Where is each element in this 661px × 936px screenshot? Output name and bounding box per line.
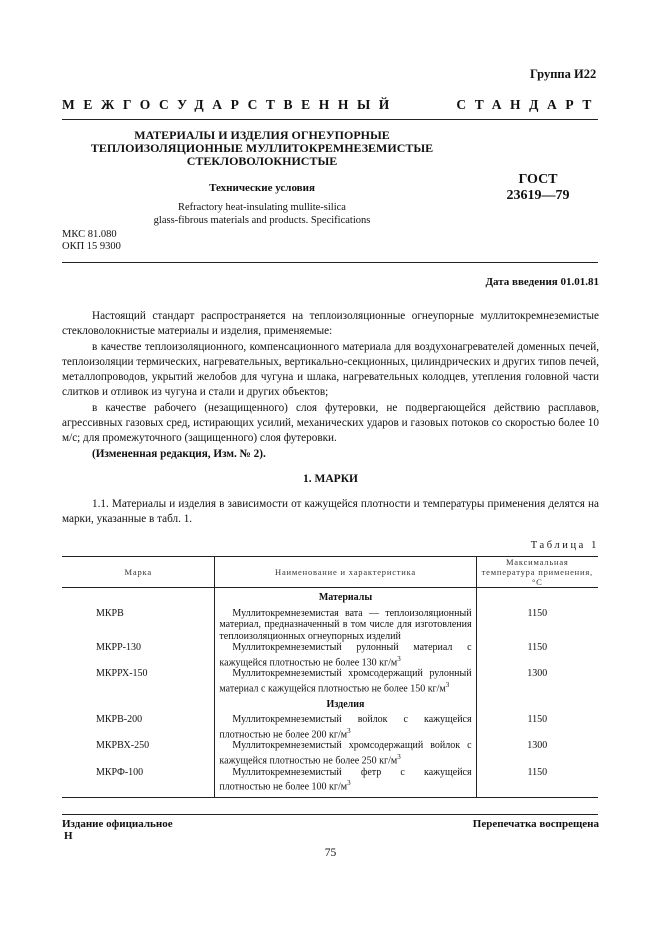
cell-name: Муллитокремнеземистый фетр с кажущейся плотностью не более 100 $кг/м^3$ xyxy=(215,767,476,798)
table-row xyxy=(62,668,598,694)
table-row xyxy=(62,608,598,643)
col-header-mark: Марка xyxy=(62,557,215,588)
header-rule xyxy=(62,119,598,120)
section-text xyxy=(62,497,599,528)
english-title xyxy=(62,202,462,227)
grades-table xyxy=(62,556,598,798)
title-line-1: МАТЕРИАЛЫ И ИЗДЕЛИЯ ОГНЕУПОРНЫЕ xyxy=(134,128,390,142)
page-number: 75 xyxy=(324,847,337,859)
clause-1-1: 1.1. Материалы и изделия в зависимости от кажущейся плотности и температуры применения делятся на марки, указанные в табл. 1. xyxy=(62,498,599,526)
cell-name: Муллитокремнеземистая вата — теплоизоляционный материал, предназначенный в том числе для изготовления теплоизоляционных огнеупорных изделий xyxy=(215,608,476,643)
standard-heading xyxy=(62,97,600,113)
group-label-products: Изделия xyxy=(215,695,476,715)
official-edition-label: Издание официальное xyxy=(62,818,173,830)
intro-text xyxy=(62,309,599,462)
edition-letter: Н xyxy=(64,830,73,842)
classification-codes xyxy=(62,229,121,252)
intro-paragraph-3: в качестве рабочего (незащищенного) слоя футеровки, не подвергающейся действию расплавов, агрессивных газовых сред, истирающих усилий, механических ударов и газовых потоков со скоростью более 10 м/с; для промежуточного (защищенного) слоя футеровки. xyxy=(62,401,599,445)
cell-name: Муллитокремнеземистый войлок с кажущейся плотностью не более 200 $кг/м^3$ xyxy=(215,714,476,740)
col-header-temp: Максимальная температура применения, °С xyxy=(476,557,598,588)
table-row xyxy=(62,642,598,668)
gost-designation xyxy=(488,172,588,204)
official-edition xyxy=(62,818,173,842)
group-row-products xyxy=(62,695,598,715)
cell-mark: МКРВ-200 xyxy=(96,714,143,726)
cell-name: Муллитокремнеземистый рулонный материал с кажущейся плотностью не более 130 $кг/м^3$ xyxy=(215,642,476,668)
table-row xyxy=(62,714,598,740)
standard-word-standard: СТАНДАРТ xyxy=(456,97,600,112)
title-line-3: СТЕКЛОВОЛОКНИСТЫЕ xyxy=(186,154,338,168)
date-rule xyxy=(62,262,598,263)
title-line-2: ТЕПЛОИЗОЛЯЦИОННЫЕ МУЛЛИТОКРЕМНЕЗЕМИСТЫЕ xyxy=(90,141,434,155)
table-row xyxy=(62,740,598,766)
intro-paragraph-1: Настоящий стандарт распространяется на теплоизоляционные огнеупорные муллитокремнеземистые стекловолокнистые материалы и изделия, применяемые: xyxy=(62,310,599,338)
cell-mark: МКРРХ-150 xyxy=(96,668,148,680)
mks-code: МКС 81.080 xyxy=(62,229,117,240)
amendment-note: (Измененная редакция, Изм. № 2). xyxy=(92,447,266,460)
english-title-line-1: Refractory heat-insulating mullite-silica xyxy=(178,202,346,213)
cell-mark: МКРВ xyxy=(96,607,124,619)
table-label: Таблица 1 xyxy=(530,540,599,551)
cell-temp: 1300 xyxy=(476,668,598,694)
gost-label: ГОСТ xyxy=(518,172,558,187)
subtitle: Технические условия xyxy=(209,182,315,194)
gost-number: 23619—79 xyxy=(506,188,570,203)
cell-mark: МКРР-130 xyxy=(96,642,142,653)
group-code: Группа И22 xyxy=(530,67,597,81)
cell-mark: МКРФ-100 xyxy=(62,767,215,798)
group-label-materials: Материалы xyxy=(215,588,476,608)
cell-temp: 1150 xyxy=(476,767,598,798)
date-of-introduction: Дата введения 01.01.81 xyxy=(485,276,599,288)
cell-temp: 1150 xyxy=(476,642,598,668)
table-header-row xyxy=(62,557,598,588)
cell-temp: 1150 xyxy=(476,714,598,740)
col-header-name: Наименование и характеристика xyxy=(215,557,476,588)
english-title-line-2: glass-fibrous materials and products. Specifications xyxy=(153,214,371,226)
document-title xyxy=(62,129,462,168)
footer-rule xyxy=(62,814,598,815)
intro-paragraph-2: в качестве теплоизоляционного, компенсационного материала для воздухонагревателей доменных печей, теплоизоляции термических, нагревательных, вертикально-секционных, цилиндрических и других типов печей, металлопроводов, укрытий желобов для чугуна и шлака, нагревательных колодцев, утепления головной части слитков и отливок из чугуна и стали и других объектов; xyxy=(62,340,599,399)
table-row xyxy=(62,767,598,798)
cell-temp: 1300 xyxy=(476,740,598,766)
reprint-notice: Перепечатка воспрещена xyxy=(472,818,599,830)
section-title: 1. МАРКИ xyxy=(303,473,358,485)
group-row-materials xyxy=(62,588,598,608)
okp-code: ОКП 15 9300 xyxy=(62,240,121,252)
cell-name: Муллитокремнеземистый хромсодержащий войлок с кажущейся плотностью не более 250 $кг/м^3$ xyxy=(215,740,476,766)
cell-mark: МКРВХ-250 xyxy=(96,740,150,752)
cell-name: Муллитокремнеземистый хромсодержащий рулонный материал с кажущейся плотностью не более 150 $кг/м^3$ xyxy=(215,668,476,694)
standard-word-interstate: МЕЖГОСУДАРСТВЕННЫЙ xyxy=(62,97,398,112)
cell-temp: 1150 xyxy=(476,608,598,643)
